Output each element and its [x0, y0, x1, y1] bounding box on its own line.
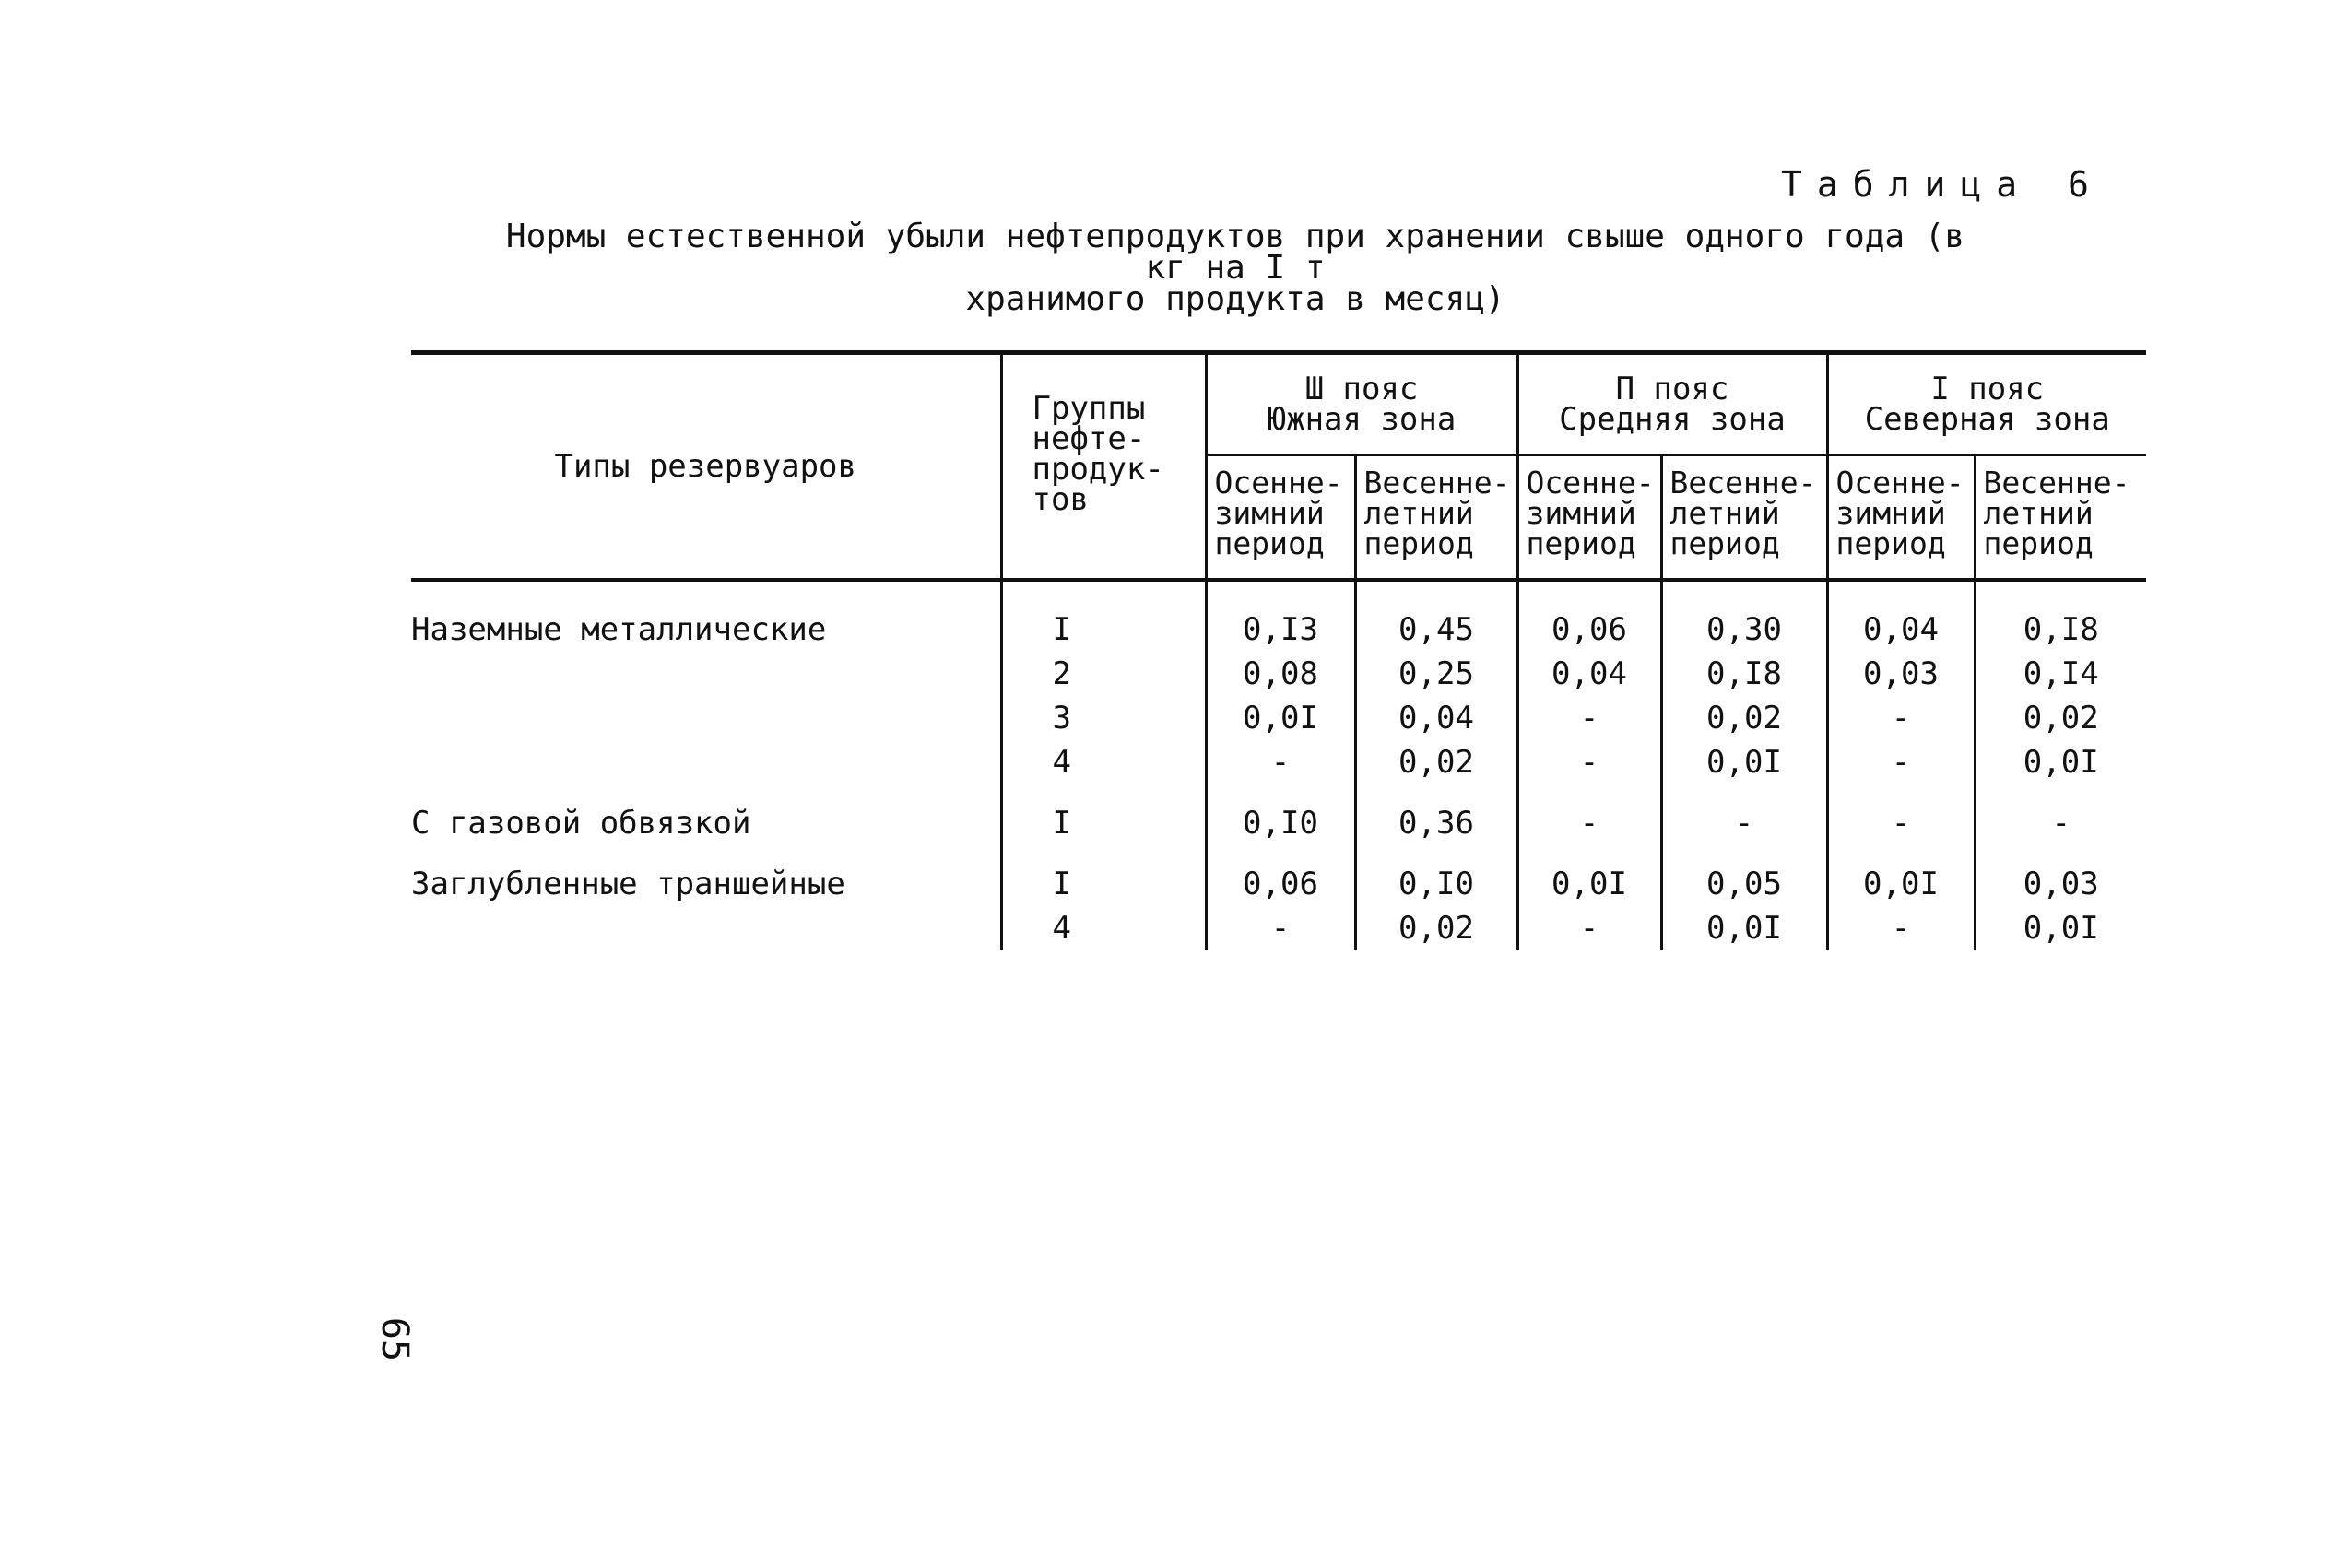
- page-number: 65: [373, 1316, 417, 1362]
- header-product-group: [1001, 353, 1206, 581]
- period-line: период: [1363, 525, 1474, 561]
- value-cell: 0,04: [1827, 580, 1975, 652]
- value-cell: 0,04: [1517, 652, 1661, 696]
- group-cell: I: [1001, 580, 1206, 652]
- value-cell: -: [1206, 740, 1355, 784]
- value-cell: 0,03: [1827, 652, 1975, 696]
- value-cell: 0,02: [1975, 696, 2146, 740]
- group-cell: 2: [1001, 652, 1206, 696]
- table-row: [411, 652, 2146, 696]
- table-row: [411, 784, 2146, 845]
- value-cell: 0,I0: [1206, 784, 1355, 845]
- header-zone-south: [1206, 353, 1517, 455]
- value-cell: 0,25: [1355, 652, 1517, 696]
- header-zone-north: [1827, 353, 2146, 455]
- value-cell: 0,05: [1661, 845, 1827, 906]
- zone-name: Северная зона: [1864, 400, 2110, 438]
- norms-table-container: [411, 350, 2146, 950]
- tank-type-cell: С газовой обвязкой: [411, 804, 751, 842]
- group-cell: 4: [1001, 740, 1206, 784]
- tank-type-cell: Наземные металлические: [411, 610, 827, 648]
- value-cell: 0,0I: [1975, 906, 2146, 950]
- header-group-line: Группы: [1032, 390, 1146, 427]
- value-cell: 0,06: [1517, 580, 1661, 652]
- value-cell: 0,03: [1975, 845, 2146, 906]
- value-cell: -: [1827, 906, 1975, 950]
- period-line: Осенне-: [1835, 465, 1964, 501]
- header-group-line: нефте-: [1032, 420, 1146, 457]
- value-cell: 0,0I: [1827, 845, 1975, 906]
- value-cell: 0,0I: [1661, 906, 1827, 950]
- table-row: [411, 740, 2146, 784]
- value-cell: -: [1827, 784, 1975, 845]
- value-cell: 0,I3: [1206, 580, 1355, 652]
- value-cell: 0,0I: [1206, 696, 1355, 740]
- value-cell: 0,02: [1661, 696, 1827, 740]
- value-cell: 0,30: [1661, 580, 1827, 652]
- period-line: летний: [1669, 495, 1780, 531]
- value-cell: 0,04: [1355, 696, 1517, 740]
- value-cell: 0,08: [1206, 652, 1355, 696]
- table-number-label: Таблица 6: [1781, 164, 2104, 205]
- value-cell: -: [1661, 784, 1827, 845]
- value-cell: 0,I4: [1975, 652, 2146, 696]
- value-cell: 0,45: [1355, 580, 1517, 652]
- caption-line-2: хранимого продукта в месяц): [965, 280, 1505, 318]
- zone-belt: Ш пояс: [1304, 370, 1419, 407]
- zone-belt: I пояс: [1930, 370, 2045, 407]
- value-cell: -: [1517, 740, 1661, 784]
- header-zone-middle: [1517, 353, 1827, 455]
- header-period-autumn-winter: [1827, 455, 1975, 581]
- value-cell: -: [1517, 906, 1661, 950]
- tank-type-cell: [411, 652, 1001, 696]
- period-line: Весенне-: [1363, 465, 1511, 501]
- period-line: период: [1526, 525, 1636, 561]
- tank-type-cell: [411, 906, 1001, 950]
- zone-name: Средняя зона: [1559, 400, 1786, 438]
- table-row: [411, 580, 2146, 652]
- header-period-spring-summer: [1355, 455, 1517, 581]
- table-row: [411, 845, 2146, 906]
- value-cell: 0,I8: [1661, 652, 1827, 696]
- value-cell: 0,I0: [1355, 845, 1517, 906]
- header-period-autumn-winter: [1517, 455, 1661, 581]
- header-period-spring-summer: [1975, 455, 2146, 581]
- period-line: Весенне-: [1983, 465, 2130, 501]
- period-line: Осенне-: [1526, 465, 1655, 501]
- table-row: [411, 906, 2146, 950]
- value-cell: -: [1517, 696, 1661, 740]
- value-cell: -: [1975, 784, 2146, 845]
- value-cell: 0,02: [1355, 906, 1517, 950]
- caption-line-1: Нормы естественной убыли нефтепродуктов при хранении свыше одного года (в кг на I т: [505, 218, 1965, 287]
- zone-belt: П пояс: [1615, 370, 1729, 407]
- period-line: зимний: [1835, 495, 1946, 531]
- value-cell: -: [1827, 740, 1975, 784]
- group-cell: 3: [1001, 696, 1206, 740]
- value-cell: 0,I8: [1975, 580, 2146, 652]
- value-cell: 0,06: [1206, 845, 1355, 906]
- tank-type-cell: [411, 740, 1001, 784]
- value-cell: -: [1517, 784, 1661, 845]
- period-line: период: [1214, 525, 1325, 561]
- group-cell: 4: [1001, 906, 1206, 950]
- period-line: летний: [1363, 495, 1474, 531]
- value-cell: 0,36: [1355, 784, 1517, 845]
- table-caption: [479, 218, 1991, 318]
- period-line: зимний: [1214, 495, 1325, 531]
- group-cell: I: [1001, 845, 1206, 906]
- tank-type-cell: Заглубленные траншейные: [411, 865, 845, 902]
- tank-type-cell: [411, 696, 1001, 740]
- period-line: зимний: [1526, 495, 1636, 531]
- value-cell: 0,0I: [1661, 740, 1827, 784]
- period-line: период: [1669, 525, 1780, 561]
- header-period-autumn-winter: [1206, 455, 1355, 581]
- period-line: Осенне-: [1214, 465, 1343, 501]
- period-line: период: [1983, 525, 2094, 561]
- header-group-line: тов: [1032, 481, 1089, 518]
- value-cell: 0,02: [1355, 740, 1517, 784]
- value-cell: -: [1827, 696, 1975, 740]
- norms-table: [411, 350, 2146, 950]
- header-period-spring-summer: [1661, 455, 1827, 581]
- period-line: Весенне-: [1669, 465, 1817, 501]
- zone-name: Южная зона: [1267, 400, 1457, 438]
- value-cell: 0,0I: [1975, 740, 2146, 784]
- group-cell: I: [1001, 784, 1206, 845]
- table-row: [411, 696, 2146, 740]
- value-cell: 0,0I: [1517, 845, 1661, 906]
- period-line: период: [1835, 525, 1946, 561]
- value-cell: -: [1206, 906, 1355, 950]
- header-group-line: продук-: [1032, 451, 1164, 488]
- period-line: летний: [1983, 495, 2094, 531]
- header-tank-type: Типы резервуаров: [411, 353, 1001, 581]
